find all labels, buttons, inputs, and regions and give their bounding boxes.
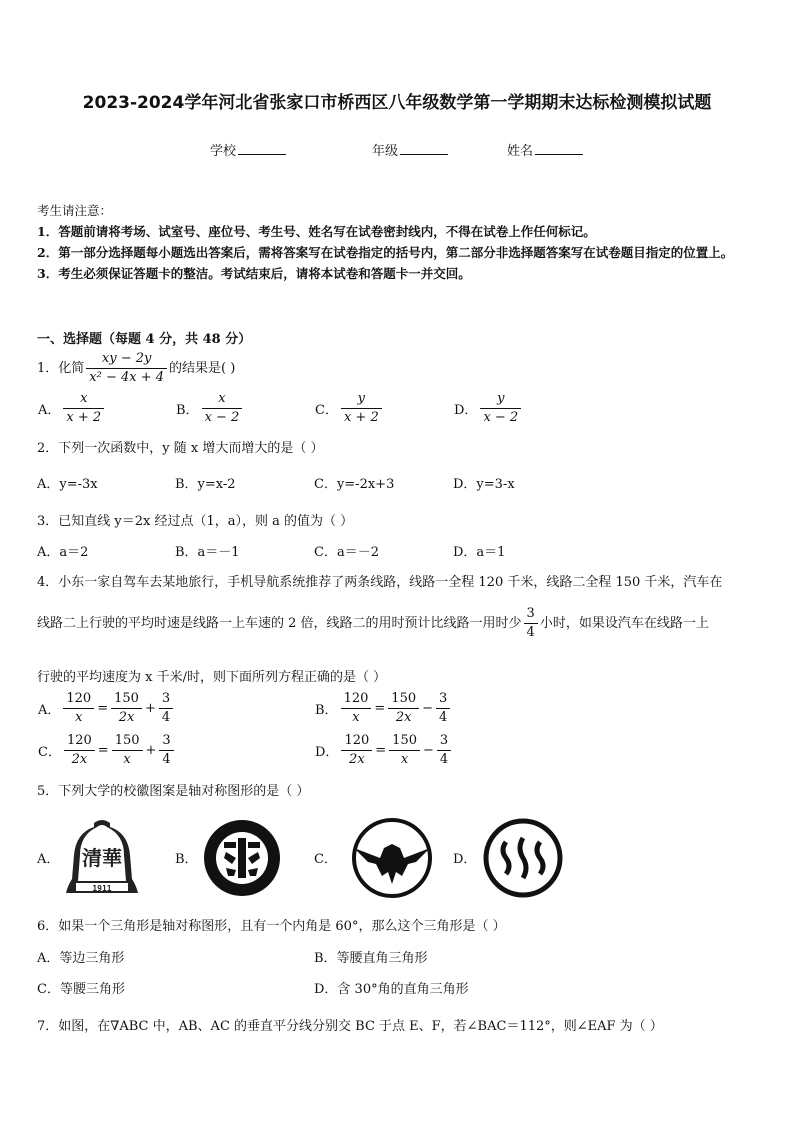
- eagle-badge-icon: [350, 818, 434, 898]
- notice-heading: 考生请注意：: [37, 203, 113, 218]
- q2-option-c: C．y=-2x+3: [314, 477, 395, 492]
- grade-label: 年级: [372, 144, 399, 159]
- wave-badge-icon: [482, 818, 564, 898]
- question-1-stem: [37, 350, 235, 387]
- name-label: 姓名: [507, 144, 534, 159]
- q1-option-c: C． $\frac{y}{x + 2}$: [314, 390, 384, 427]
- section-heading: 一、选择题（每题 4 分，共 48 分）: [37, 332, 252, 347]
- school-blank: [238, 154, 286, 155]
- q3-option-d: D．a＝1: [453, 545, 506, 560]
- grade-field: [372, 140, 448, 159]
- q4-inline-fraction: $\frac{3}{4}$: [524, 605, 538, 642]
- notice-item-1: 1．答题前请将考场、试室号、座位号、考生号、姓名写在试卷密封线内，不得在试卷上作任何标记。: [37, 224, 596, 239]
- q3-option-a: A．a＝2: [37, 545, 89, 560]
- q5-label-a: A．: [37, 852, 60, 867]
- q6-option-d: D．含 30°角的直角三角形: [314, 982, 469, 997]
- q6-option-c: C．等腰三角形: [37, 982, 125, 997]
- school-label: 学校: [210, 144, 237, 159]
- grade-blank: [400, 154, 448, 155]
- q1-fraction: $\frac{xy - 2y}{\text{x² − 4x + 4}}$: [86, 350, 167, 387]
- q5-label-d: D．: [453, 852, 477, 867]
- q1-option-a: A． $\frac{x}{x + 2}$: [37, 390, 106, 427]
- q1-prefix: 1．化简: [37, 361, 85, 376]
- question-6-stem: 6．如果一个三角形是轴对称图形，且有一个内角是 60°，那么这个三角形是（ ）: [37, 919, 506, 934]
- q6-option-a: A．等边三角形: [37, 951, 125, 966]
- q5-label-b: B．: [175, 852, 198, 867]
- peking-badge-icon: [202, 818, 282, 898]
- question-4-line-2: 线路二上行驶的平均时速是线路一上车速的 2 倍，线路二的用时预计比线路一用时少 $\frac{3}{4}$ 小时，如果设汽车在线路一上: [37, 606, 709, 640]
- q2-option-a: A．y=-3x: [37, 477, 98, 492]
- q1-option-d: D． $\frac{y}{x - 2}$: [453, 390, 523, 427]
- question-3-stem: 3．已知直线 y＝2x 经过点（1，a），则 a 的值为（ ）: [37, 514, 354, 529]
- school-field: [210, 140, 286, 159]
- question-7-stem: 7．如图，在∇ABC 中，AB、AC 的垂直平分线分别交 BC 于点 E、F，若∠BAC＝112°，则∠EAF 为（ ）: [37, 1019, 663, 1034]
- svg-text:清華: 清華: [82, 846, 122, 870]
- q2-option-d: D．y=3-x: [453, 477, 515, 492]
- q3-option-b: B．a＝－1: [175, 545, 240, 560]
- question-5-stem: 5．下列大学的校徽图案是轴对称图形的是（ ）: [37, 784, 310, 799]
- q4-option-a: A． $\frac{120}{x}$ = $\frac{150}{2x}$ + $\frac{3}{4}$: [37, 690, 175, 727]
- notice-item-2: 2．第一部分选择题每小题选出答案后，需将答案写在试卷指定的括号内，第二部分非选择题答案写在试卷题目指定的位置上。: [37, 245, 734, 260]
- q1-option-b: B． $\frac{x}{x - 2}$: [175, 390, 244, 427]
- q2-option-b: B．y=x-2: [175, 477, 236, 492]
- q5-label-c: C．: [314, 852, 337, 867]
- notice-block: [37, 200, 759, 284]
- question-2-stem: 2．下列一次函数中，y 随 x 增大而增大的是（ ）: [37, 441, 324, 456]
- q4-option-b: B． $\frac{120}{x}$ = $\frac{150}{2x}$ − $\frac{3}{4}$: [314, 690, 452, 727]
- q4-option-c: C． $\frac{120}{2x}$ = $\frac{150}{x}$ + $\frac{3}{4}$: [37, 732, 176, 769]
- svg-text:1911: 1911: [92, 884, 112, 893]
- q1-suffix: 的结果是( ): [169, 361, 236, 376]
- notice-item-3: 3．考生必须保证答题卡的整洁。考试结束后，请将本试卷和答题卡一并交回。: [37, 266, 471, 281]
- tsinghua-badge-icon: [64, 815, 140, 899]
- name-field: [507, 140, 583, 159]
- q3-option-c: C．a＝－2: [314, 545, 379, 560]
- exam-title: 2023-2024学年河北省张家口市桥西区八年级数学第一学期期末达标检测模拟试题: [82, 93, 712, 113]
- q6-option-b: B．等腰直角三角形: [314, 951, 428, 966]
- question-4-line-3: 行驶的平均速度为 x 千米/时，则下面所列方程正确的是（ ）: [37, 670, 387, 685]
- question-4-line-1: 4．小东一家自驾车去某地旅行，手机导航系统推荐了两条线路，线路一全程 120 千米，线路二全程 150 千米，汽车在: [37, 575, 723, 590]
- name-blank: [535, 154, 583, 155]
- q4-option-d: D． $\frac{120}{2x}$ = $\frac{150}{x}$ − $\frac{3}{4}$: [314, 732, 453, 769]
